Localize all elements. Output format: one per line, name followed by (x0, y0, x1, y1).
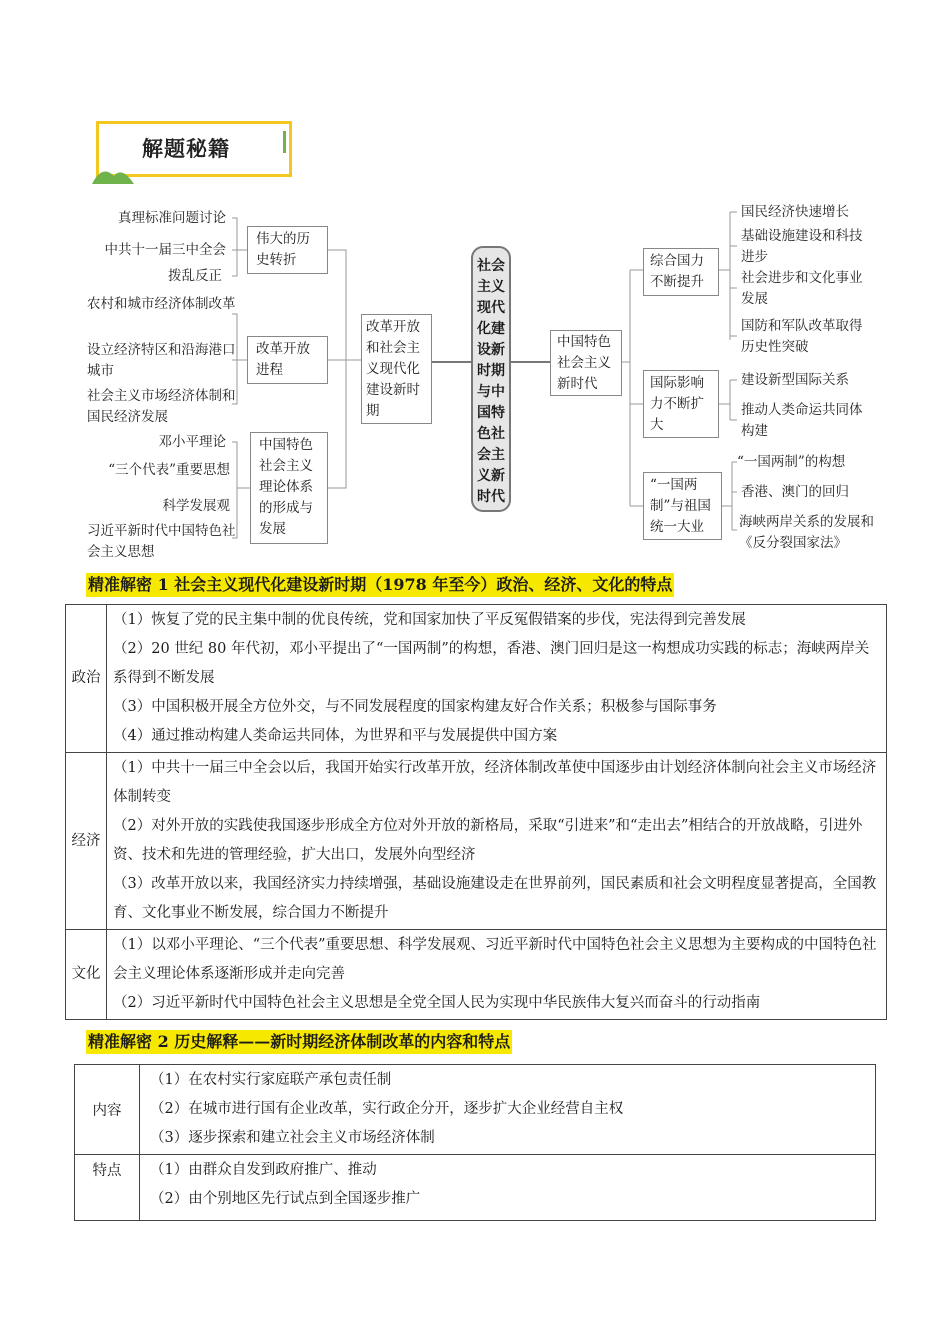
center-line: 设新 (477, 342, 505, 358)
section1-title: 精准解密 1 社会主义现代化建设新时期（1978 年至今）政治、经济、文化的特点 (86, 573, 674, 597)
center-line: 社会 (477, 258, 505, 274)
center-line: 与中 (477, 384, 505, 400)
table-row (66, 605, 887, 753)
node-reform-period: 改革开放和社会主义现代化建设新时期 (361, 314, 432, 424)
center-line: 化建 (477, 321, 505, 337)
leaf-cross-strait: 海峡两岸关系的发展和《反分裂国家法》 (739, 514, 874, 551)
list-item: （3）逐步探索和建立社会主义市场经济体制 (150, 1130, 435, 1146)
list-item: （2）20 世纪 80 年代初，邓小平提出了“一国两制”的构想，香港、澳门回归是这一构想成功实践的标志；海峡两岸关系得到不断发展 (113, 641, 870, 686)
table-row (66, 930, 887, 1020)
page-title: 解题秘籍 (142, 136, 230, 161)
leaf-xi-thought: 习近平新时代中国特色社会主义思想 (87, 523, 236, 560)
leaf-deng-theory: 邓小平理论 (158, 434, 226, 450)
list-item: （2）由个别地区先行试点到全国逐步推广 (150, 1191, 421, 1207)
center-line: 现代 (477, 300, 505, 316)
list-item: （3）改革开放以来，我国经济实力持续增强，基础设施建设走在世界前列，国民素质和社会文明程度显著提高，全国教育、文化事业不断发展，综合国力不断提升 (113, 876, 877, 921)
leaf-infrastructure: 基础设施建设和科技进步 (741, 228, 863, 265)
leaf-three-represents: “三个代表”重要思想 (108, 462, 230, 478)
leaf-economic-reform: 农村和城市经济体制改革 (87, 296, 236, 312)
row-label-culture: 文化 (66, 930, 107, 1020)
leaf-set-right: 拨乱反正 (168, 268, 222, 284)
node-national-strength: 综合国力不断提升 (643, 248, 719, 296)
list-item: （1）由群众自发到政府推广、推动 (150, 1162, 377, 1178)
row-label-content: 内容 (75, 1065, 140, 1155)
node-theory-system: 中国特色社会主义理论体系的形成与发展 (250, 432, 328, 544)
section1-table (65, 604, 887, 1020)
list-item: （1）恢复了党的民主集中制的优良传统，党和国家加快了平反冤假错案的步伐，宪法得到完善发展 (113, 612, 746, 628)
leaf-social-progress: 社会进步和文化事业发展 (741, 270, 863, 307)
row-content-culture (107, 930, 887, 1020)
row-content-politics (107, 605, 887, 753)
row-content-features (140, 1155, 876, 1221)
table-row (75, 1065, 876, 1155)
center-line: 主义 (477, 279, 505, 295)
center-line: 时代 (477, 489, 505, 505)
node-one-country-two-systems: “一国两制”与祖国统一大业 (643, 472, 722, 540)
list-item: （1）中共十一届三中全会以后，我国开始实行改革开放，经济体制改革使中国逐步由计划经济体制向社会主义市场经济体制转变 (113, 760, 877, 805)
node-reform-process: 改革开放进程 (247, 336, 328, 384)
leaf-shared-future: 推动人类命运共同体构建 (741, 402, 863, 439)
section2-title: 精准解密 2 历史解释——新时期经济体制改革的内容和特点 (86, 1030, 512, 1054)
node-historic-turn: 伟大的历史转折 (247, 226, 328, 274)
row-label-politics: 政治 (66, 605, 107, 753)
leaf-market-economy: 社会主义市场经济体制和国民经济发展 (87, 388, 236, 425)
node-new-era: 中国特色社会主义新时代 (550, 330, 622, 396)
center-line: 时期 (477, 363, 505, 379)
center-node (471, 246, 511, 512)
center-line: 义新 (477, 468, 505, 484)
table-row (75, 1155, 876, 1221)
leaf-scientific-outlook: 科学发展观 (162, 498, 230, 514)
center-line: 国特 (477, 405, 505, 421)
node-international-influence: 国际影响力不断扩大 (643, 370, 719, 438)
list-item: （3）中国积极开展全方位外交，与不同发展程度的国家构建友好合作关系；积极参与国际事务 (113, 699, 717, 715)
list-item: （1）以邓小平理论、“三个代表”重要思想、科学发展观、习近平新时代中国特色社会主义思想为主要构成的中国特色社会主义理论体系逐渐形成并走向完善 (113, 937, 877, 982)
leaf-economic-growth: 国民经济快速增长 (741, 204, 849, 220)
center-line: 会主 (477, 447, 505, 463)
list-item: （2）在城市进行国有企业改革，实行政企分开，逐步扩大企业经营自主权 (150, 1101, 624, 1117)
leaf-third-plenum: 中共十一届三中全会 (104, 242, 226, 258)
leaf-truth-criterion: 真理标准问题讨论 (118, 210, 226, 226)
leaf-military-reform: 国防和军队改革取得历史性突破 (741, 318, 863, 355)
center-line: 色社 (477, 426, 505, 442)
list-item: （4）通过推动构建人类命运共同体，为世界和平与发展提供中国方案 (113, 728, 558, 744)
row-label-economy: 经济 (66, 753, 107, 930)
leaf-new-relations: 建设新型国际关系 (741, 372, 849, 388)
section2-table (74, 1064, 876, 1221)
row-content-economy (107, 753, 887, 930)
row-label-features: 特点 (75, 1155, 140, 1221)
list-item: （2）习近平新时代中国特色社会主义思想是全党全国人民为实现中华民族伟大复兴而奋斗的行动指南 (113, 995, 761, 1011)
table-row (66, 753, 887, 930)
list-item: （2）对外开放的实践使我国逐步形成全方位对外开放的新格局，采取“引进来”和“走出去”相结合的开放战略，引进外资、技术和先进的管理经验，扩大出口，发展外向型经济 (113, 818, 863, 863)
row-content-content (140, 1065, 876, 1155)
list-item: （1）在农村实行家庭联产承包责任制 (150, 1072, 392, 1088)
leaf-hk-macau-return: 香港、澳门的回归 (741, 484, 849, 500)
leaf-special-zones: 设立经济特区和沿海港口城市 (87, 342, 236, 379)
leaf-concept: “一国两制”的构想 (737, 454, 846, 470)
